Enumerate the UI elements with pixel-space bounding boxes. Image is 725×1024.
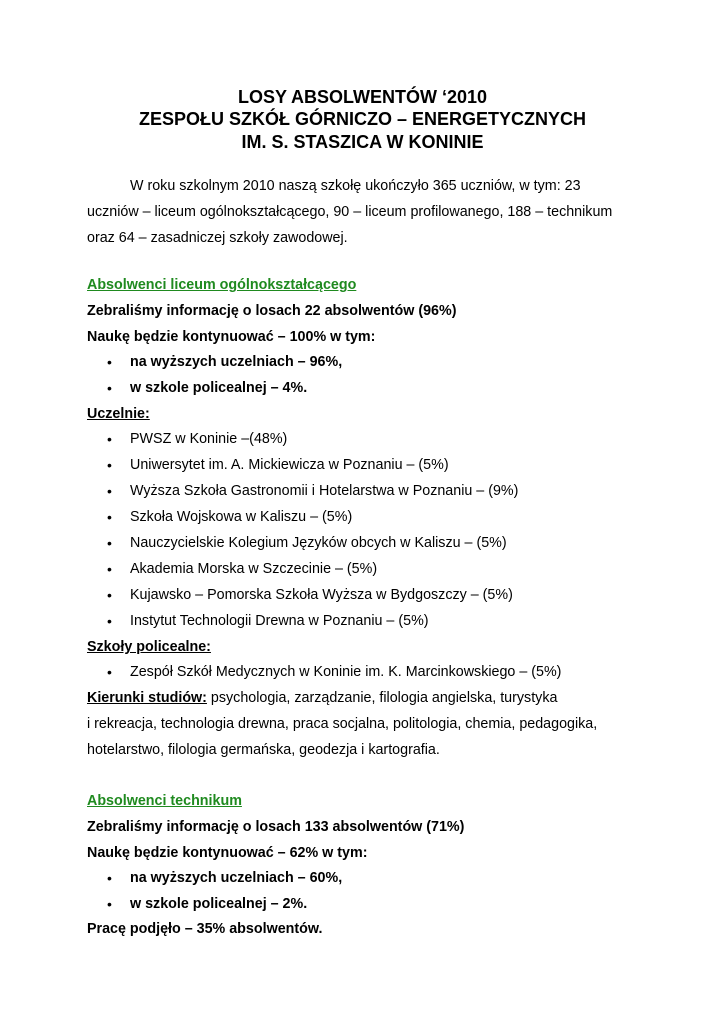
lo-university-item: Kujawsko – Pomorska Szkoła Wyższa w Bydgoszczy – (5%) [130,587,513,603]
tech-info: Zebraliśmy informację o losach 133 absolwentów (71%) [87,819,465,835]
lo-info: Zebraliśmy informację o losach 22 absolwentów (96%) [87,303,457,319]
lo-fields-line-2: i rekreacja, technologia drewna, praca socjalna, politologia, chemia, pedagogika, [87,716,598,732]
lo-continue-item: w szkole policealnej – 4%. [130,380,308,396]
bullet-icon: • [107,896,112,912]
bullet-icon: • [107,509,112,525]
bullet-icon: • [107,870,112,886]
tech-continue: Naukę będzie kontynuować – 62% w tym: [87,845,368,861]
lo-section-heading: Absolwenci liceum ogólnokształcącego [87,277,357,293]
lo-universities-label: Uczelnie: [87,406,150,422]
bullet-icon: • [107,457,112,473]
lo-university-item: Uniwersytet im. A. Mickiewicza w Poznaniu – (5%) [130,457,449,473]
lo-fields-text: psychologia, zarządzanie, filologia angielska, turystyka [206,690,558,706]
lo-fields-label: Kierunki studiów: [87,690,207,706]
bullet-icon: • [107,483,112,499]
bullet-icon: • [107,561,112,577]
lo-university-item: Akademia Morska w Szczecinie – (5%) [130,561,378,577]
document-title-line-1: LOSY ABSOLWENTÓW ‘2010 [237,87,488,107]
lo-post-label: Szkoły policealne: [87,639,211,655]
lo-fields-line-1 [87,689,557,707]
bullet-icon: • [107,535,112,551]
tech-continue-item: na wyższych uczelniach – 60%, [130,870,343,886]
bullet-icon: • [107,613,112,629]
intro-line-2: uczniów – liceum ogólnokształcącego, 90 – liceum profilowanego, 188 – technikum [87,204,613,220]
intro-line-3: oraz 64 – zasadniczej szkoły zawodowej. [87,230,348,246]
lo-post-item: Zespół Szkół Medycznych w Koninie im. K. Marcinkowskiego – (5%) [130,664,562,680]
lo-university-item: Instytut Technologii Drewna w Poznaniu – (5%) [130,613,429,629]
tech-continue-item: w szkole policealnej – 2%. [130,896,308,912]
lo-university-item: Szkoła Wojskowa w Kaliszu – (5%) [130,509,353,525]
lo-university-item: Wyższa Szkoła Gastronomii i Hotelarstwa w Poznaniu – (9%) [130,483,519,499]
lo-fields-line-3: hotelarstwo, filologia germańska, geodezja i kartografia. [87,742,440,758]
lo-university-item: PWSZ w Koninie –(48%) [130,431,288,447]
lo-continue-item: na wyższych uczelniach – 96%, [130,354,343,370]
bullet-icon: • [107,354,112,370]
bullet-icon: • [107,587,112,603]
bullet-icon: • [107,664,112,680]
lo-continue: Naukę będzie kontynuować – 100% w tym: [87,329,376,345]
lo-university-item: Nauczycielskie Kolegium Języków obcych w Kaliszu – (5%) [130,535,507,551]
tech-work: Pracę podjęło – 35% absolwentów. [87,921,323,937]
intro-line-1: W roku szkolnym 2010 naszą szkołę ukończyło 365 uczniów, w tym: 23 [130,178,581,194]
document-title-line-2: ZESPOŁU SZKÓŁ GÓRNICZO – ENERGETYCZNYCH [138,109,587,129]
bullet-icon: • [107,380,112,396]
document-title-line-3: IM. S. STASZICA W KONINIE [241,132,484,152]
bullet-icon: • [107,431,112,447]
tech-section-heading: Absolwenci technikum [87,793,242,809]
